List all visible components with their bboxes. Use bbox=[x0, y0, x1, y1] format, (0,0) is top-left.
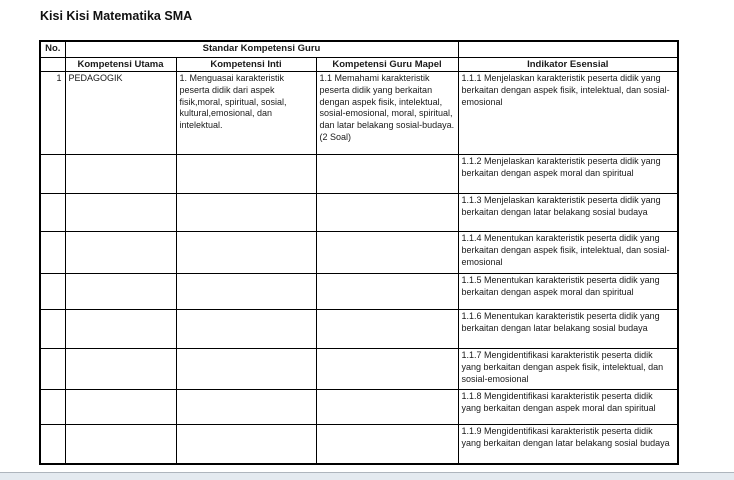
cell-indikator-esensial: 1.1.3 Menjelaskan karakteristik peserta didik yang berkaitan dengan latar belakang sosial budaya bbox=[458, 194, 678, 232]
col-header-standar-kompetensi-guru: Standar Kompetensi Guru bbox=[65, 41, 458, 57]
cell-kompetensi-inti bbox=[176, 194, 316, 232]
cell-no bbox=[40, 232, 65, 274]
table-row bbox=[40, 390, 678, 425]
cell-kompetensi-inti bbox=[176, 310, 316, 349]
cell-kompetensi-utama bbox=[65, 310, 176, 349]
col-header-no: No. bbox=[40, 41, 65, 57]
table-row bbox=[40, 349, 678, 390]
cell-kompetensi-guru-mapel bbox=[316, 390, 458, 425]
page-title: Kisi Kisi Matematika SMA bbox=[40, 9, 193, 23]
col-header-no-spacer bbox=[40, 57, 65, 72]
cell-kompetensi-utama bbox=[65, 155, 176, 194]
cell-kompetensi-utama bbox=[65, 390, 176, 425]
cell-kompetensi-utama bbox=[65, 425, 176, 464]
cell-kompetensi-inti bbox=[176, 274, 316, 310]
cell-kompetensi-guru-mapel bbox=[316, 425, 458, 464]
col-header-kompetensi-guru-mapel: Kompetensi Guru Mapel bbox=[316, 57, 458, 72]
cell-indikator-esensial: 1.1.9 Mengidentifikasi karakteristik peserta didik yang berkaitan dengan latar belakang sosial budaya bbox=[458, 425, 678, 464]
cell-kompetensi-guru-mapel bbox=[316, 194, 458, 232]
table-row bbox=[40, 194, 678, 232]
cell-kompetensi-utama bbox=[65, 232, 176, 274]
col-header-indikator-esensial: Indikator Esensial bbox=[458, 57, 678, 72]
table-header-row-1 bbox=[40, 41, 678, 57]
kisi-kisi-table bbox=[39, 40, 679, 465]
cell-kompetensi-inti bbox=[176, 390, 316, 425]
cell-no bbox=[40, 349, 65, 390]
cell-no bbox=[40, 310, 65, 349]
cell-kompetensi-guru-mapel: 1.1 Memahami karakteristik peserta didik yang berkaitan dengan aspek fisik, intelektual, sosial-emosional, moral, spiritual, dan latar belakang sosial-budaya. (2 Soal) bbox=[316, 72, 458, 155]
cell-kompetensi-inti bbox=[176, 155, 316, 194]
cell-indikator-esensial: 1.1.5 Menentukan karakteristik peserta didik yang berkaitan dengan aspek moral dan spiritual bbox=[458, 274, 678, 310]
cell-no bbox=[40, 194, 65, 232]
cell-kompetensi-utama: PEDAGOGIK bbox=[65, 72, 176, 155]
cell-kompetensi-guru-mapel bbox=[316, 232, 458, 274]
cell-kompetensi-guru-mapel bbox=[316, 274, 458, 310]
cell-no bbox=[40, 390, 65, 425]
table-row bbox=[40, 232, 678, 274]
cell-indikator-esensial: 1.1.2 Menjelaskan karakteristik peserta didik yang berkaitan dengan aspek moral dan spiritual bbox=[458, 155, 678, 194]
table-row bbox=[40, 155, 678, 194]
cell-kompetensi-guru-mapel bbox=[316, 349, 458, 390]
cell-kompetensi-utama bbox=[65, 274, 176, 310]
bottom-window-edge bbox=[0, 472, 734, 480]
col-header-kompetensi-utama: Kompetensi Utama bbox=[65, 57, 176, 72]
cell-indikator-esensial: 1.1.7 Mengidentifikasi karakteristik peserta didik yang berkaitan dengan aspek fisik, intelektual, dan sosial-emosional bbox=[458, 349, 678, 390]
cell-no: 1 bbox=[40, 72, 65, 155]
cell-kompetensi-utama bbox=[65, 194, 176, 232]
cell-kompetensi-guru-mapel bbox=[316, 310, 458, 349]
table-row bbox=[40, 274, 678, 310]
cell-no bbox=[40, 155, 65, 194]
col-header-kompetensi-inti: Kompetensi Inti bbox=[176, 57, 316, 72]
cell-kompetensi-utama bbox=[65, 349, 176, 390]
col-header-indikator-spacer bbox=[458, 41, 678, 57]
cell-kompetensi-inti bbox=[176, 425, 316, 464]
cell-indikator-esensial: 1.1.6 Menentukan karakteristik peserta didik yang berkaitan dengan latar belakang sosial budaya bbox=[458, 310, 678, 349]
cell-indikator-esensial: 1.1.4 Menentukan karakteristik peserta didik yang berkaitan dengan aspek fisik, intelektual, dan sosial-emosional bbox=[458, 232, 678, 274]
cell-kompetensi-inti: 1. Menguasai karakteristik peserta didik dari aspek fisik,moral, spiritual, sosial, kultural,emosional, dan intelektual. bbox=[176, 72, 316, 155]
cell-indikator-esensial: 1.1.8 Mengidentifikasi karakteristik peserta didik yang berkaitan dengan aspek moral dan spiritual bbox=[458, 390, 678, 425]
table-row bbox=[40, 72, 678, 155]
cell-kompetensi-inti bbox=[176, 232, 316, 274]
table-header-row-2 bbox=[40, 57, 678, 72]
cell-no bbox=[40, 274, 65, 310]
table-row bbox=[40, 425, 678, 464]
table-row bbox=[40, 310, 678, 349]
cell-indikator-esensial: 1.1.1 Menjelaskan karakteristik peserta didik yang berkaitan dengan aspek fisik, intelektual, dan sosial-emosional bbox=[458, 72, 678, 155]
cell-kompetensi-guru-mapel bbox=[316, 155, 458, 194]
cell-no bbox=[40, 425, 65, 464]
cell-kompetensi-inti bbox=[176, 349, 316, 390]
